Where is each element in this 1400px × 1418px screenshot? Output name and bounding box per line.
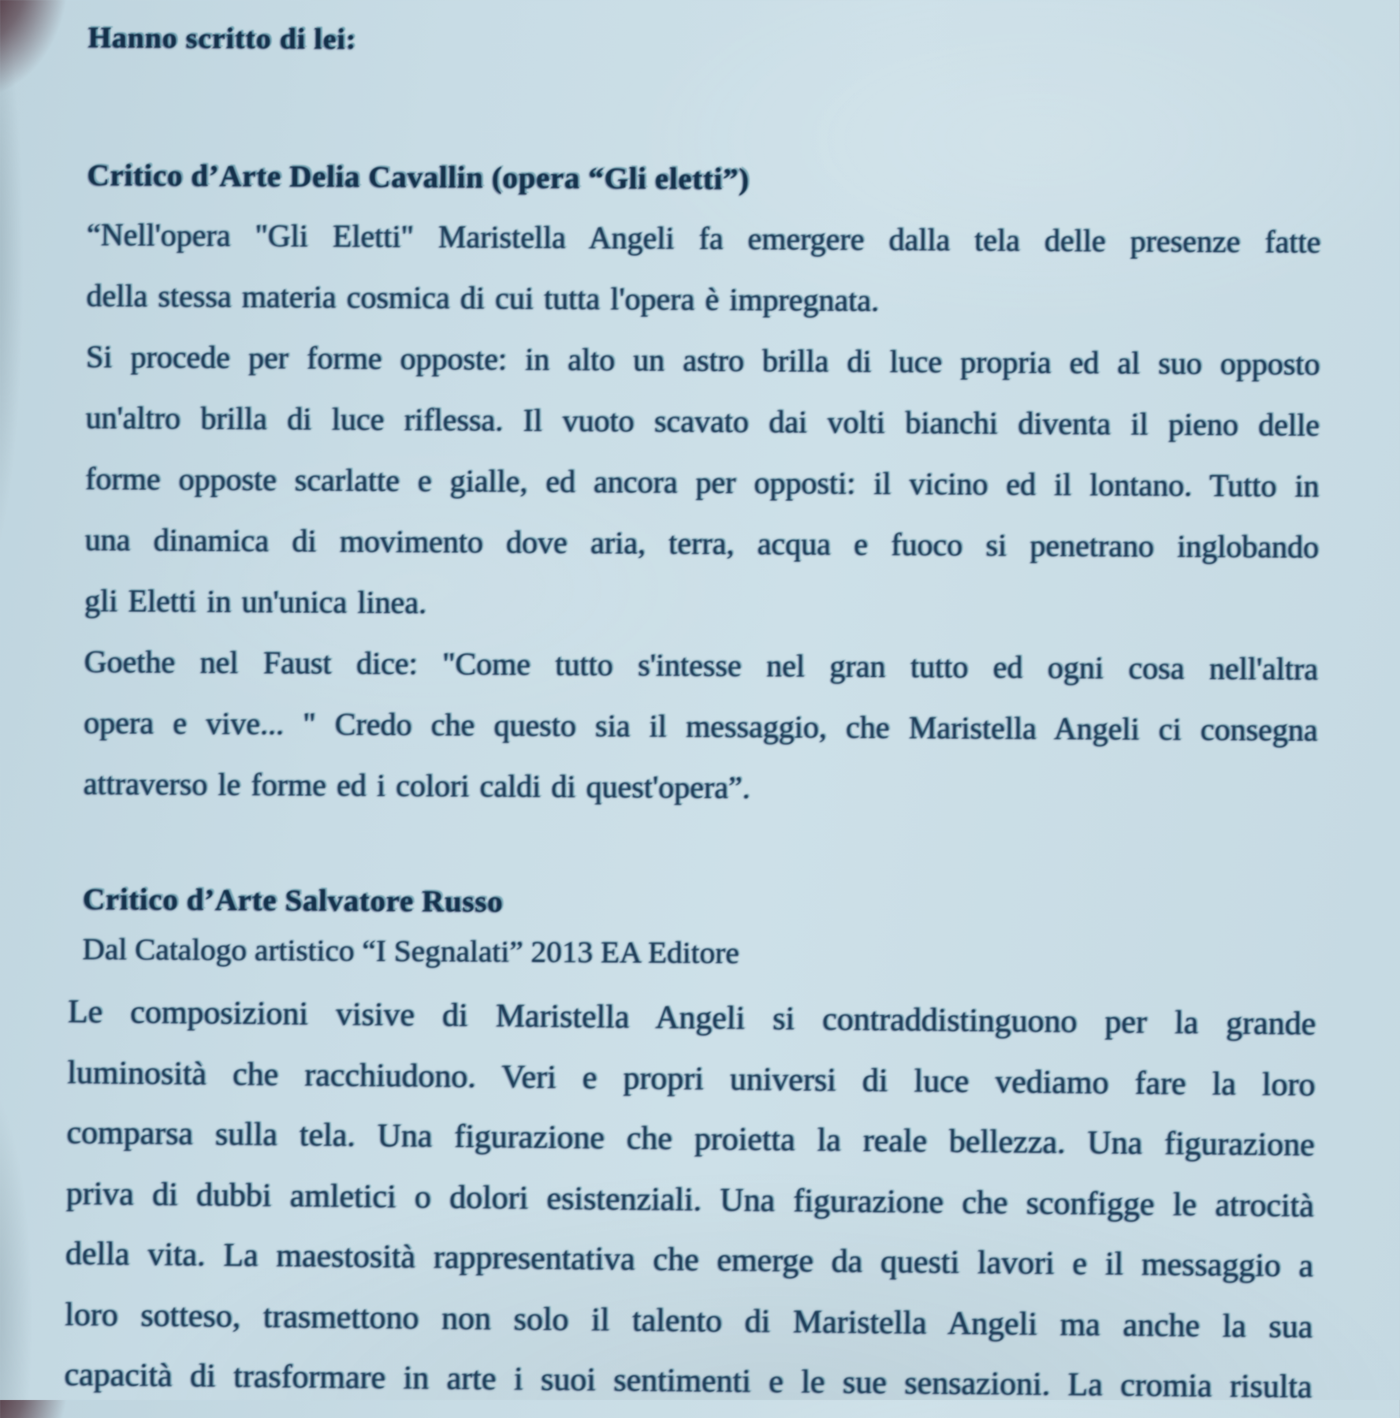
section-critico-russo <box>64 878 1317 1413</box>
text-line: una dinamica di movimento dove aria, terra, acqua e fuoco si penetrano inglobando <box>84 522 1319 565</box>
paragraph-cavallin-review <box>83 204 1321 822</box>
text-line: un'altro brilla di luce riflessa. Il vuoto scavato dai volti bianchi diventa il pieno delle <box>85 400 1320 443</box>
section-heading-russo: Critico d’Arte Salvatore Russo <box>82 881 504 919</box>
text-line: comparsa sulla tela. Una figurazione che proietta la reale bellezza. Una figurazione <box>66 1115 1315 1164</box>
text-line: priva di dubbi amletici o dolori esistenziali. Una figurazione che sconfigge le atrocità <box>65 1175 1315 1224</box>
text-line: luminosità che racchiudono. Veri e propri universi di luce vediamo fare la loro <box>67 1054 1316 1103</box>
paragraph-russo-review <box>64 982 1316 1418</box>
text-line: loro sotteso, trasmettono non solo il talento di Maristella Angeli ma anche la sua <box>64 1296 1313 1345</box>
text-line: forme opposte scarlatte e gialle, ed ancora per opposti: il vicino ed il lontano. Tutto in <box>85 461 1320 504</box>
text-line: “Nell'opera "Gli Eletti" Maristella Angeli fa emergere dalla tela delle presenze fatte <box>86 217 1321 260</box>
section-heading-cavallin: Critico d’Arte Delia Cavallin (opera “Gli eletti”) <box>87 157 750 197</box>
text-line: attraverso le forme ed i colori caldi di quest'opera”. <box>83 766 751 806</box>
text-line: della vita. La maestosità rappresentativa che emerge da questi lavori e il messaggio a <box>65 1236 1314 1285</box>
text-line: gli Eletti in un'unica linea. <box>84 583 427 621</box>
text-line: Goethe nel Faust dice: "Come tutto s'intesse nel gran tutto ed ogni cosa nell'altra <box>84 644 1319 687</box>
text-line: Le composizioni visive di Maristella Angeli si contraddistinguono per la grande <box>67 994 1317 1043</box>
text-line: della stessa materia cosmica di cui tutta l'opera è impregnata. <box>86 278 880 319</box>
section-subheading-catalogo: Dal Catalogo artistico “I Segnalati” 2013 EA Editore <box>82 931 740 971</box>
text-line: capacità di trasformare in arte i suoi sentimenti e le sue sensazioni. La cromia risulta <box>64 1357 1313 1406</box>
page-title: Hanno scritto di lei: <box>87 21 357 56</box>
text-line: Si procede per forme opposte: in alto un astro brilla di luce propria ed al suo opposto <box>85 339 1321 382</box>
section-critico-cavallin <box>83 154 1321 822</box>
text-line: opera e vive... " Credo che questo sia il messaggio, che Maristella Angeli ci consegna <box>83 705 1318 748</box>
